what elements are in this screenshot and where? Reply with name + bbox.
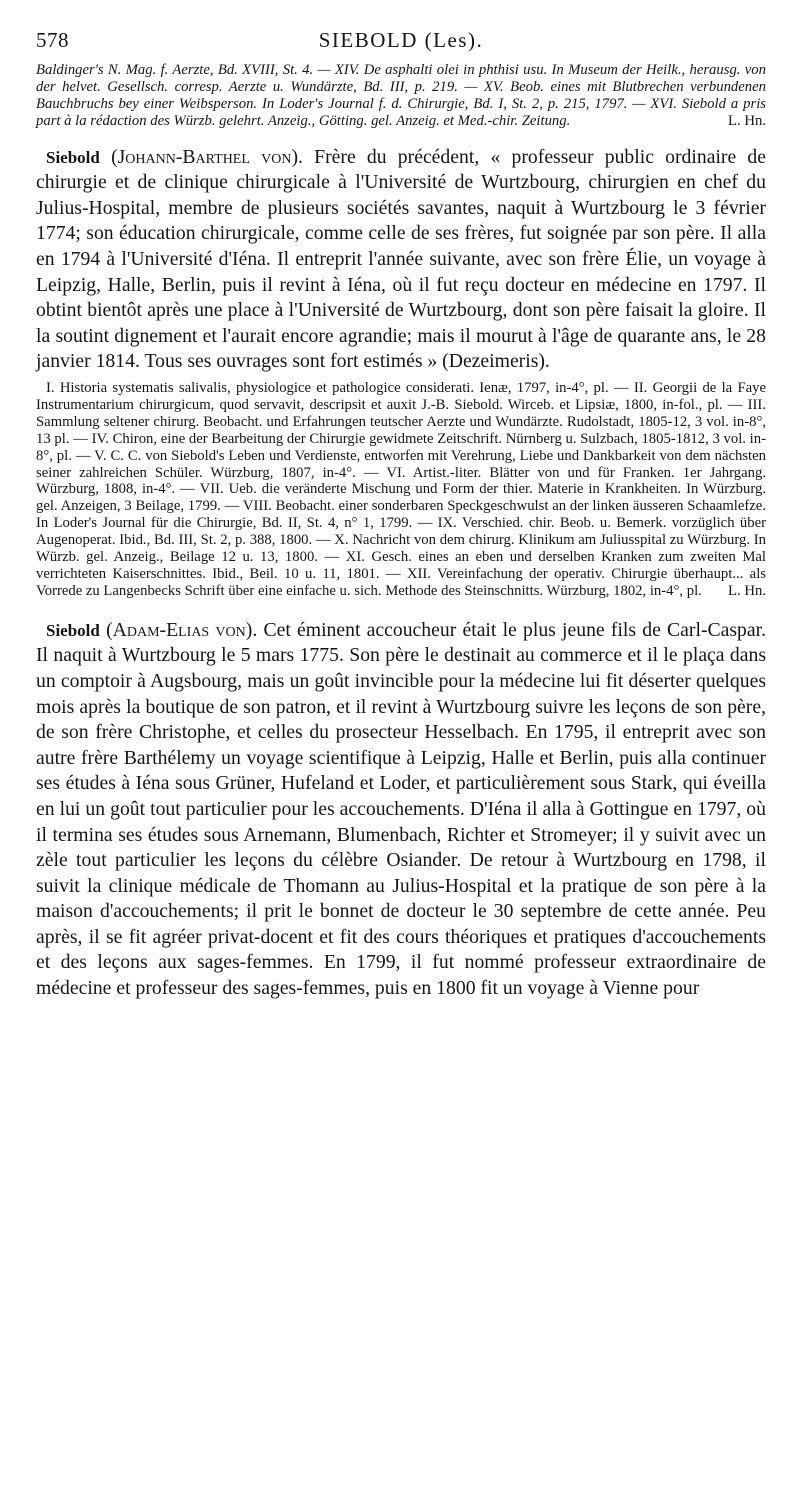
previous-entry-bibliography (36, 62, 766, 130)
entry-johann-barthel-bibliography (36, 380, 766, 600)
page-number: 578 (36, 28, 69, 52)
entry-headword: Siebold (46, 147, 100, 167)
previous-entry-text: Baldinger's N. Mag. f. Aerzte, Bd. XVIII, St. 4. — XIV. De asphalti olei in phthisi usu. In Museum der Heilk., herausg. von der helvet. Gesellsch. corresp. Aerzte u. Wundärzte, Bd. III, p. 219. — XV. Beob. eines mit Blutbrechen verbundenen Bauchbruchs bey einer Weibsperson. In Loder's Journal f. d. Chirurgie, Bd. I, St. 2, p. 215, 1797. — XVI. Siebold a pris part à la rédaction des Würzb. gelehrt. Anzeig., Götting. gel. Anzeig. et Med.-chir. Zeitung. (36, 62, 766, 129)
page-header (36, 28, 766, 62)
bibliography-text: I. Historia systematis salivalis, physiologice et pathologice considerati. Ienæ, 1797, in-4°, pl. — II. Georgii de la Faye Instrumentarium chirurgicum, quod servavit, descripsit et auxit J.-B. Siebold. Wirceb. et Lipsiæ, 1800, in-fol., pl. — III. Sammlung seltener chirurg. Beobacht. und Erfahrungen teutscher Aerzte und Wundärzte. Rudolstadt, 1805-12, 3 vol. in-8°, 13 pl. — IV. Chiron, eine der Bearbeitung der Chirurgie gewidmete Zeitschrift. Nürnberg u. Sulzbach, 1805-1812, 3 vol. in-8°, pl. — V. C. C. von Siebold's Leben und Verdienste, entworfen mit Verehrung, Liebe und Dankbarkeit von dem nächsten seiner zahlreichen Schüler. Würzburg, 1807, in-4°. — VI. Artist.-liter. Blätter von und für Franken. 1er Jahrgang. Würzburg, 1808, in-4°. — VII. Ueb. die veränderte Mischung und Form der thier. Materie in Krankheiten. In Würzburg. gel. Anzeigen, 3 Beilage, 1799. — VIII. Beobacht. einer sonderbaren Speckgeschwulst an der linken äusseren Schaamlefze. In Loder's Journal für die Chirurgie, Bd. II, St. 4, n° 1, 1799. — IX. Verschied. chir. Beob. u. Bemerk. vorzüglich über Augenoperat. Ibid., Bd. III, St. 2, p. 388, 1800. — X. Nachricht von dem chirurg. Klinikum am Juliusspital zu Würzburg. In Würzb. gel. Anzeig., Beilage 12 u. 13, 1800. — XI. Gesch. eines an eben und derselben Kranken zum zweiten Mal verrichteten Kaiserschnittes. Ibid., Beil. 10 u. 11, 1801. — XII. Vereinfachung der operativ. Chirurgie überhaupt... als Vorrede zu Langenbecks Schrift über eine einfache u. sich. Methode des Steinschnitts. Würzburg, 1802, in-4°, pl. (36, 379, 766, 599)
spacer (36, 130, 766, 145)
previous-entry-signature: L. Hn. (728, 112, 766, 129)
dictionary-page (36, 28, 766, 1002)
entry-adam-elias (36, 618, 766, 1002)
entry-paragraph: Frère du précédent, « professeur public ordinaire de chirurgie et de clinique chirurgicale à l'Université de Wurtzbourg, chirurgien en chef du Julius-Hospital, membre de plusieurs sociétés savantes, naquit à Wurtzbourg le 3 février 1774; son éducation chirurgicale, comme celle de ses frères, fut soignée par son père. Il alla en 1794 à l'Université d'Iéna. Il entreprit l'année suivante, avec son frère Élie, un voyage à Leipzig, Halle, Berlin, puis il revint à Iéna, où il fut reçu docteur en médecine en 1797. Il obtint bientôt après une place à l'Université de Wurtzbourg, dont son père faisait la gloire. Il la soutint dignement et l'aurait encore agrandie; mais il mourut à l'âge de quarante ans, le 28 janvier 1814. Tous ses ouvrages sont fort estimés » (Dezeimeris). (36, 145, 767, 373)
entry-signature: L. Hn. (728, 582, 766, 599)
entry-name: (Johann-Barthel von). (111, 145, 303, 168)
entry-headword: Siebold (46, 620, 100, 640)
running-title: SIEBOLD (Les). (318, 28, 484, 52)
spacer (36, 600, 766, 618)
entry-name: (Adam-Elias von). (106, 618, 258, 641)
entry-johann-barthel (36, 145, 766, 375)
entry-paragraph: Cet éminent accoucheur était le plus jeune fils de Carl-Caspar. Il naquit à Wurtzbourg le 5 mars 1775. Son père le destinait au commerce et il le plaça dans un comptoir à Augsbourg, mais un goût invincible pour la médecine lui fit déserter quelques mois après la boutique de son patron, et il revint à Wurtzbourg suivre les leçons de son père, de son frère Christophe, et celles du prosecteur Hesselbach. En 1795, il entreprit avec son autre frère Barthélemy un voyage scientifique à Leipzig, Halle et Berlin, puis alla continuer ses études à Iéna sous Grüner, Hufeland et Loder, et particulièrement sous Stark, qui éveilla en lui un goût tout particulier pour les accouchements. D'Iéna il alla à Gottingue en 1797, où il termina ses études sous Arnemann, Blumenbach, Richter et Stromeyer; il y suivit avec un zèle tout particulier les leçons du célèbre Osiander. De retour à Wurtzbourg en 1798, il suivit la clinique médicale de Thomann au Julius-Hospital et la pratique de son père à la maison d'accouchements; il prit le bonnet de docteur le 30 septembre de cette année. Peu après, il se fit agréer privat-docent et fit des cours théoriques et pratiques d'accouchements et des leçons aux sages-femmes. En 1799, il fut nommé professeur extraordinaire de médecine et professeur des sages-femmes, puis en 1800 fit un voyage à Vienne pour (36, 618, 767, 1000)
